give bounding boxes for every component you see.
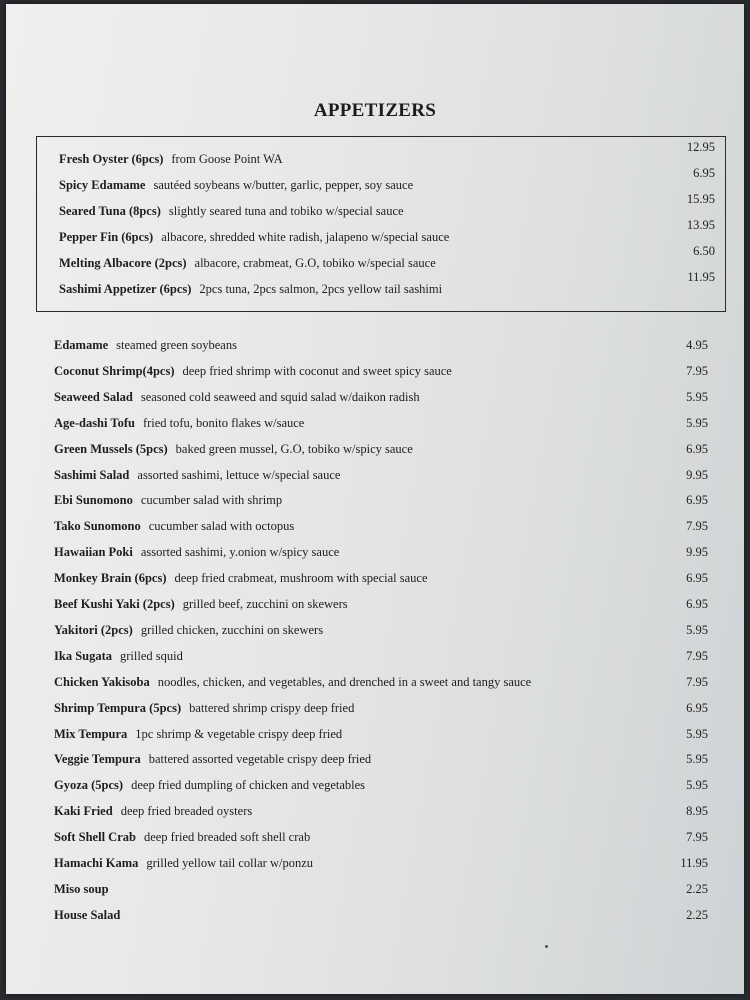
menu-item xyxy=(54,623,708,643)
menu-item xyxy=(54,364,708,384)
menu-item-name: Tako Sunomono xyxy=(54,519,141,534)
menu-item-price: 11.95 xyxy=(680,856,708,870)
menu-item-price: 9.95 xyxy=(686,545,708,560)
menu-item-name: Pepper Fin (6pcs) xyxy=(59,230,154,244)
menu-item-price: 6.95 xyxy=(693,166,715,180)
menu-item-description: from Goose Point WA xyxy=(171,152,283,166)
menu-item-price: 7.95 xyxy=(686,648,708,663)
menu-item-price: 8.95 xyxy=(686,804,708,819)
menu-item-description: seasoned cold seaweed and squid salad w/daikon radish xyxy=(140,389,420,404)
menu-item-name: Soft Shell Crab xyxy=(54,830,136,845)
menu-item-price: 7.95 xyxy=(686,674,708,689)
menu-item-price: 13.95 xyxy=(686,218,715,232)
menu-item-description: deep fried dumpling of chicken and vegetables xyxy=(131,778,366,793)
menu-item-price: 6.95 xyxy=(686,597,708,611)
menu-item-price: 7.95 xyxy=(686,519,708,534)
menu-item xyxy=(54,597,708,617)
menu-item-name: Melting Albacore (2pcs) xyxy=(59,256,187,270)
menu-item-price: 6.95 xyxy=(686,700,708,715)
appetizer-list xyxy=(54,330,708,930)
menu-item-description: sautéed soybeans w/butter, garlic, pepper, soy sauce xyxy=(153,178,414,192)
menu-item-description: fried tofu, bonito flakes w/sauce xyxy=(142,415,305,430)
menu-item-price: 6.50 xyxy=(693,244,715,258)
menu-item-description: grilled chicken, zucchini on skewers xyxy=(140,622,324,637)
menu-item-price: 5.95 xyxy=(686,415,708,430)
menu-item xyxy=(54,882,708,902)
menu-item-price: 2.25 xyxy=(686,881,708,896)
menu-item-name: Seared Tuna (8pcs) xyxy=(59,204,161,218)
menu-item xyxy=(54,519,708,539)
menu-item xyxy=(54,390,708,410)
menu-item-name: Yakitori (2pcs) xyxy=(54,622,133,637)
menu-item xyxy=(54,830,708,850)
menu-item-name: Mix Tempura xyxy=(54,726,128,741)
menu-item-name: Seaweed Salad xyxy=(54,389,133,404)
menu-item xyxy=(54,338,708,358)
menu-item-name: Monkey Brain (6pcs) xyxy=(54,571,167,586)
menu-item xyxy=(54,545,708,565)
menu-item-price: 5.95 xyxy=(686,622,708,637)
menu-item-price: 7.95 xyxy=(686,363,708,378)
menu-item-name: Ika Sugata xyxy=(54,648,113,663)
menu-item-description: grilled yellow tail collar w/ponzu xyxy=(146,856,313,870)
menu-item xyxy=(54,752,708,772)
menu-item-description: battered assorted vegetable crispy deep fried xyxy=(148,752,372,767)
menu-item-description: battered shrimp crispy deep fried xyxy=(189,700,355,715)
featured-appetizers-box xyxy=(36,136,726,312)
menu-item-description: grilled beef, zucchini on skewers xyxy=(182,597,348,611)
menu-item-description: 2pcs tuna, 2pcs salmon, 2pcs yellow tail sashimi xyxy=(199,282,443,296)
menu-item xyxy=(54,442,708,462)
menu-item xyxy=(59,192,715,224)
menu-item-name: Green Mussels (5pcs) xyxy=(54,441,168,456)
menu-item-name: Kaki Fried xyxy=(54,804,113,819)
menu-item xyxy=(54,416,708,436)
menu-item-price: 12.95 xyxy=(686,140,715,154)
menu-item-description: cucumber salad with octopus xyxy=(148,519,295,534)
menu-item-price: 15.95 xyxy=(686,192,715,206)
menu-item-description: albacore, crabmeat, G.O, tobiko w/special sauce xyxy=(194,256,436,270)
menu-item xyxy=(54,908,708,928)
menu-item-description: deep fried breaded soft shell crab xyxy=(143,830,311,845)
menu-item-description: deep fried crabmeat, mushroom with special sauce xyxy=(174,571,428,586)
menu-item xyxy=(54,649,708,669)
menu-item-price: 7.95 xyxy=(686,830,708,845)
menu-item xyxy=(54,727,708,747)
menu-item-price: 5.95 xyxy=(686,778,708,793)
menu-item xyxy=(59,140,715,172)
menu-item-name: Chicken Yakisoba xyxy=(54,674,150,689)
menu-item-description: grilled squid xyxy=(120,648,183,663)
menu-item xyxy=(54,468,708,488)
menu-item-name: Edamame xyxy=(54,338,109,352)
menu-item-description: noodles, chicken, and vegetables, and drenched in a sweet and tangy sauce xyxy=(157,674,532,689)
menu-item-description: assorted sashimi, lettuce w/special sauce xyxy=(137,467,341,482)
menu-item-name: Coconut Shrimp(4pcs) xyxy=(54,363,175,378)
menu-item-description: deep fried shrimp with coconut and sweet spicy sauce xyxy=(182,363,452,378)
menu-item xyxy=(59,270,715,302)
paper-speck xyxy=(545,945,548,948)
menu-item-description: cucumber salad with shrimp xyxy=(140,493,283,508)
menu-item-description: assorted sashimi, y.onion w/spicy sauce xyxy=(140,545,340,560)
menu-item xyxy=(54,493,708,513)
menu-item-price: 4.95 xyxy=(686,338,708,352)
menu-item-name: House Salad xyxy=(54,907,121,922)
menu-item xyxy=(54,675,708,695)
menu-item-name: Hawaiian Poki xyxy=(54,545,133,560)
menu-item xyxy=(54,856,708,876)
menu-item xyxy=(59,166,715,198)
menu-item-price: 2.25 xyxy=(686,907,708,922)
menu-item-name: Gyoza (5pcs) xyxy=(54,778,124,793)
menu-item xyxy=(59,218,715,250)
menu-item-description: deep fried breaded oysters xyxy=(120,804,253,819)
menu-item-price: 6.95 xyxy=(686,493,708,508)
menu-item xyxy=(54,571,708,591)
menu-item-price: 11.95 xyxy=(687,270,715,284)
menu-item-price: 9.95 xyxy=(686,467,708,482)
menu-item-description: 1pc shrimp & vegetable crispy deep fried xyxy=(135,726,343,741)
menu-item-name: Shrimp Tempura (5pcs) xyxy=(54,700,182,715)
menu-item-price: 6.95 xyxy=(686,441,708,456)
menu-item-name: Spicy Edamame xyxy=(59,178,146,192)
menu-item xyxy=(54,778,708,798)
menu-item-name: Ebi Sunomono xyxy=(54,493,133,508)
menu-item-description: slightly seared tuna and tobiko w/special sauce xyxy=(168,204,404,218)
menu-title: APPETIZERS xyxy=(313,100,437,121)
menu-item-description: albacore, shredded white radish, jalapeno w/special sauce xyxy=(161,230,450,244)
menu-item xyxy=(54,804,708,824)
menu-item-name: Beef Kushi Yaki (2pcs) xyxy=(54,597,175,611)
menu-item-name: Veggie Tempura xyxy=(54,752,141,767)
menu-item-description: baked green mussel, G.O, tobiko w/spicy sauce xyxy=(175,441,413,456)
menu-item-name: Fresh Oyster (6pcs) xyxy=(59,152,164,166)
menu-item-price: 5.95 xyxy=(686,726,708,741)
menu-item-name: Sashimi Salad xyxy=(54,467,130,482)
menu-item-name: Miso soup xyxy=(54,881,109,896)
menu-item-price: 5.95 xyxy=(686,389,708,404)
menu-item-price: 5.95 xyxy=(686,752,708,767)
menu-item xyxy=(59,244,715,276)
menu-item-price: 6.95 xyxy=(686,571,708,586)
menu-item-description: steamed green soybeans xyxy=(116,338,237,352)
menu-item-name: Age-dashi Tofu xyxy=(54,415,135,430)
menu-item-name: Hamachi Kama xyxy=(54,856,139,870)
menu-item xyxy=(54,701,708,721)
menu-item-name: Sashimi Appetizer (6pcs) xyxy=(59,282,192,296)
